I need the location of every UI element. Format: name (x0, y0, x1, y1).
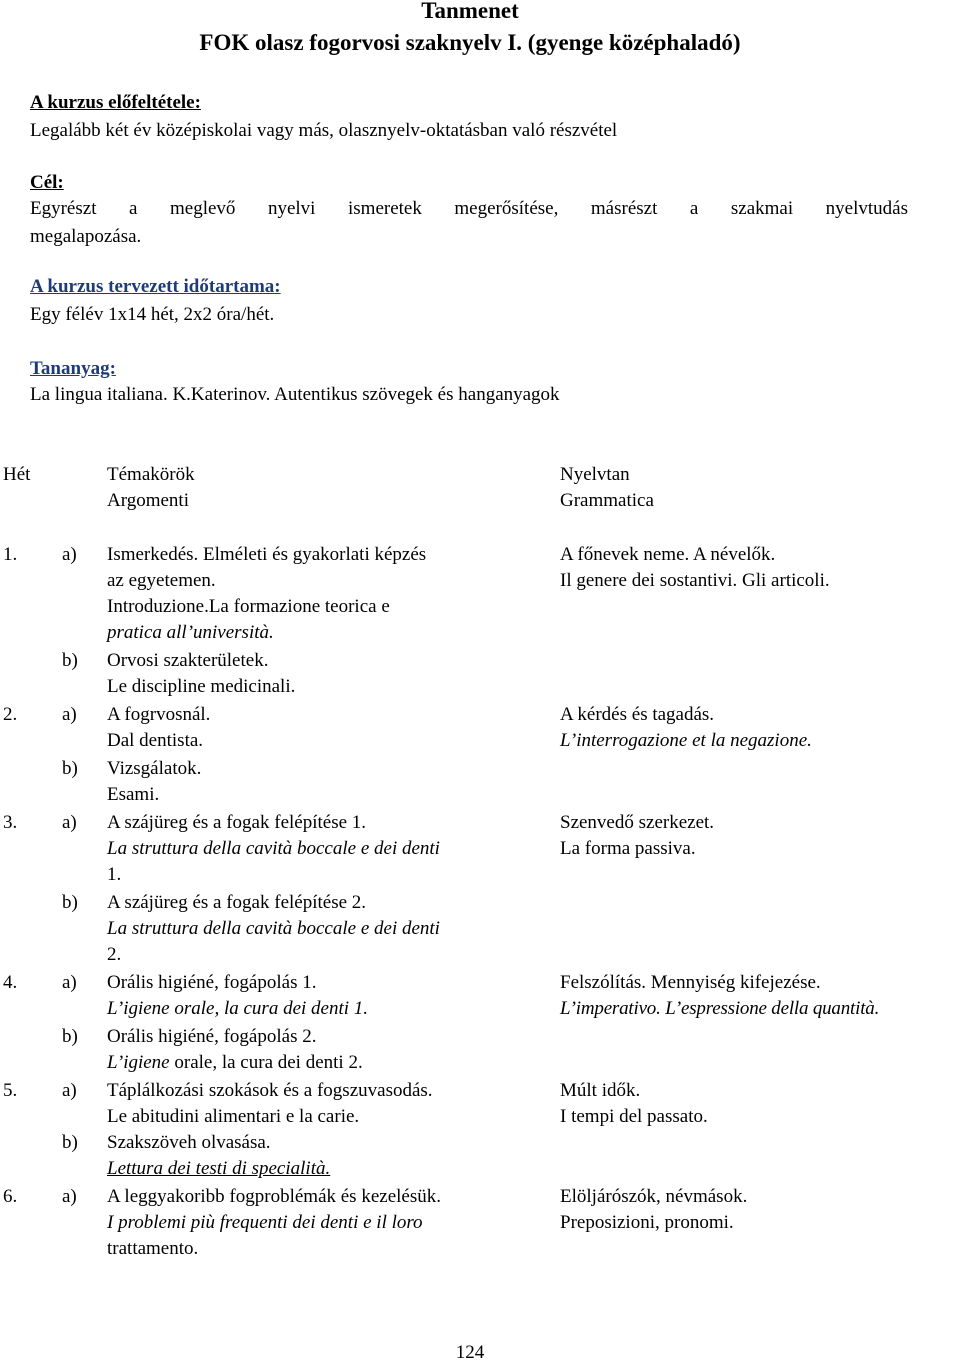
week-number: 3. (3, 812, 18, 833)
week-number: 5. (3, 1080, 18, 1101)
prerequisite-heading: A kurzus előfeltétele: (30, 92, 201, 113)
week-number: 2. (3, 704, 18, 725)
grammar-text: Il genere dei sostantivi. Gli articoli. (560, 570, 830, 591)
topic-text: Ismerkedés. Elméleti és gyakorlati képzés (107, 544, 427, 565)
topic-text: Orális higiéné, fogápolás 2. (107, 1026, 317, 1047)
topic-text: Dal dentista. (107, 730, 204, 751)
topic-text: Lettura dei testi di specialità. (107, 1158, 331, 1179)
item-marker: b) (62, 1026, 78, 1047)
grammar-text: A kérdés és tagadás. (560, 704, 715, 725)
topic-text: Le discipline medicinali. (107, 676, 296, 697)
goal-text-line2: megalapozása. (30, 226, 142, 247)
material-heading: Tananyag: (30, 358, 116, 379)
topic-text: Vizsgálatok. (107, 758, 202, 779)
topic-text: trattamento. (107, 1238, 199, 1259)
item-marker: a) (62, 812, 77, 833)
grammar-text: Preposizioni, pronomi. (560, 1212, 734, 1233)
item-marker: a) (62, 704, 77, 725)
week-number: 1. (3, 544, 18, 565)
grammar-text: Felszólítás. Mennyiség kifejezése. (560, 972, 821, 993)
item-marker: a) (62, 1080, 77, 1101)
topic-text: I problemi più frequenti dei denti e il loro (107, 1212, 423, 1233)
item-marker: a) (62, 1186, 77, 1207)
topic-text-italic: L’igiene (107, 1052, 170, 1073)
topic-text: A fogrvosnál. (107, 704, 211, 725)
item-marker: b) (62, 758, 78, 779)
grammar-text: Szenvedő szerkezet. (560, 812, 715, 833)
duration-text: Egy félév 1x14 hét, 2x2 óra/hét. (30, 304, 275, 325)
topic-text: Táplálkozási szokások és a fogszuvasodás. (107, 1080, 433, 1101)
page-number: 124 (455, 1342, 485, 1363)
grammar-text: Elöljárószók, névmások. (560, 1186, 748, 1207)
topic-text: az egyetemen. (107, 570, 216, 591)
topic-text: La struttura della cavità boccale e dei denti (107, 838, 440, 859)
topic-text: La struttura della cavità boccale e dei denti (107, 918, 440, 939)
topic-text: Introduzione.La formazione teorica e (107, 596, 390, 617)
topic-text: A szájüreg és a fogak felépítése 1. (107, 812, 367, 833)
topic-text: 2. (107, 944, 122, 965)
topic-text-regular: orale, la cura dei denti 2. (169, 1052, 363, 1073)
prerequisite-text: Legalább két év középiskolai vagy más, olasznyelv-oktatásban való részvétel (30, 120, 618, 141)
topic-text (107, 1050, 363, 1076)
grammar-text: La forma passiva. (560, 838, 696, 859)
grammar-text: Múlt idők. (560, 1080, 641, 1101)
week-number: 4. (3, 972, 18, 993)
topic-text: Orális higiéné, fogápolás 1. (107, 972, 317, 993)
goal-heading: Cél: (30, 172, 64, 193)
topic-text: A leggyakoribb fogproblémák és kezelésük. (107, 1186, 441, 1207)
col-header-grammar: Nyelvtan (560, 464, 630, 485)
goal-text-line1: Egyrészt a meglevő nyelvi ismeretek megerősítése, másrészt a szakmai nyelvtudás (30, 198, 908, 219)
item-marker: b) (62, 650, 78, 671)
topic-text: Le abitudini alimentari e la carie. (107, 1106, 360, 1127)
grammar-text: I tempi del passato. (560, 1106, 708, 1127)
col-header-topics: Témakörök (107, 464, 195, 485)
col-header-topics-it: Argomenti (107, 490, 189, 511)
item-marker: a) (62, 972, 77, 993)
document-subtitle: FOK olasz fogorvosi szaknyelv I. (gyenge középhaladó) (199, 30, 741, 55)
topic-text: Orvosi szakterületek. (107, 650, 269, 671)
duration-heading: A kurzus tervezett időtartama: (30, 276, 281, 297)
grammar-text: A főnevek neme. A névelők. (560, 544, 776, 565)
col-header-grammar-it: Grammatica (560, 490, 654, 511)
col-header-week: Hét (3, 464, 31, 485)
item-marker: a) (62, 544, 77, 565)
topic-text: Esami. (107, 784, 160, 805)
grammar-text: L’interrogazione et la negazione. (560, 730, 812, 751)
document-title: Tanmenet (421, 0, 519, 23)
topic-text: A szájüreg és a fogak felépítése 2. (107, 892, 367, 913)
topic-text: pratica all’università. (107, 622, 274, 643)
topic-text: 1. (107, 864, 122, 885)
material-text: La lingua italiana. K.Katerinov. Autentikus szövegek és hanganyagok (30, 384, 560, 405)
item-marker: b) (62, 1132, 78, 1153)
topic-text: Szakszöveh olvasása. (107, 1132, 271, 1153)
week-number: 6. (3, 1186, 18, 1207)
item-marker: b) (62, 892, 78, 913)
topic-text: L’igiene orale, la cura dei denti 1. (107, 998, 369, 1019)
grammar-text: L’imperativo. L’espressione della quantità. (560, 998, 880, 1019)
